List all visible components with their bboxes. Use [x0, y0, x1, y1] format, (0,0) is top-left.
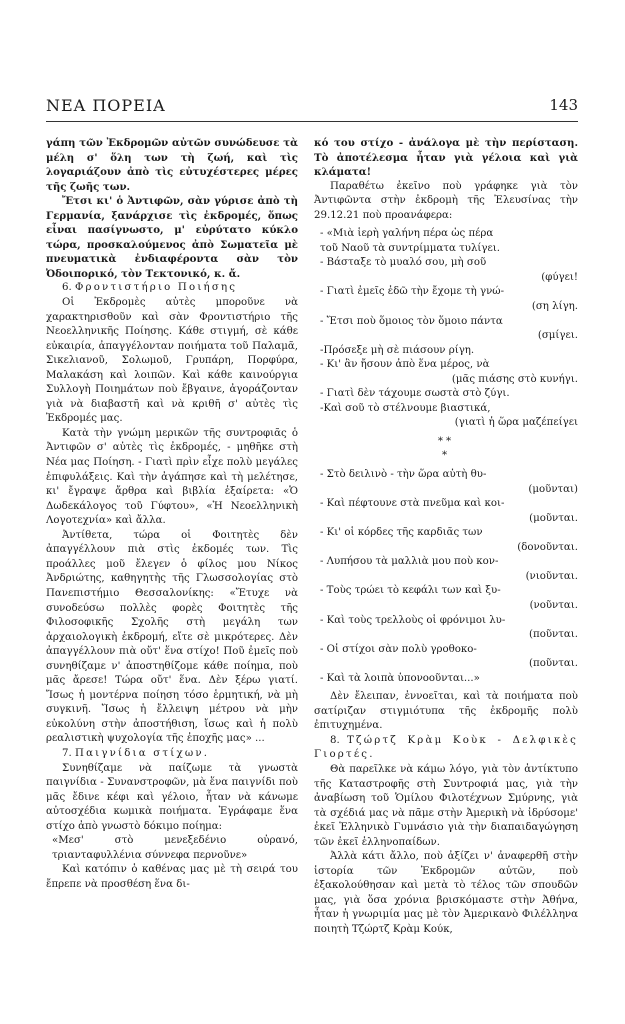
- paragraph: Θὰ παρεῖλκε νὰ κάμω λόγο, γιὰ τὸν ἀντίκτυπο τῆς Καταστροφῆς στὴ Συντροφιά μας, γιὰ τὴν ἀναβίωση τοῦ Ὁμίλου Φιλοτέχνων Σμύρνης, γιὰ τὰ σχέδιά μας νὰ πᾶμε στὴν Ἀμερικὴ νὰ ἱδρύσομε' ἐκεῖ Ἑλληνικὸ Γυμνάσιο γιὰ τὴν διαπαιδαγώγηση τῶν ἐκεῖ ἑλληνοπαίδων.: [314, 763, 578, 848]
- poem-line-continuation: (μοῦνται): [528, 483, 578, 495]
- poem-line: [314, 358, 578, 373]
- section-heading-7: [46, 747, 298, 762]
- right-column: [314, 136, 578, 938]
- paragraph: Οἱ Ἐκδρομὲς αὐτὲς μποροῦνε νὰ χαρακτηρισθοῦν καὶ σὰν Φροντιστήριο τῆς Νεοελληνικῆς Ποίησης. Κάθε στιγμή, σὲ κάθε εὐκαιρία, ἀπαγγέλονταν ποιήματα τοῦ Παλαμᾶ, Σικελιανοῦ, Σολωμοῦ, Γρυπάρη, Πορφύρα, Μαλακάση καὶ λοιπῶν. Καὶ κάθε καινούργια Συλλογὴ Ποιημάτων ποὺ ἔβγαινε, ἀγοράζονταν γιὰ νὰ διαβαστῆ καὶ νὰ κριθῆ σ' αὐτὲς τὶς Ἐκδρομές μας.: [46, 297, 298, 425]
- poem-line-continuation: (νοῦνται.: [529, 599, 578, 611]
- paragraph: Παραθέτω ἐκεῖνο ποὺ γράφηκε γιὰ τὸν Ἀντιφῶντα στὴν ἐκδρομὴ τῆς Ἐλευσίνας τὴν 29.12.21 ποὺ προανάφερα:: [314, 180, 578, 221]
- paragraph: Καὶ κατόπιν ὁ καθένας μας μὲ τὴ σειρά του ἔπρεπε νὰ προσθέση ἕνα δι-: [46, 864, 298, 890]
- poem-line: [314, 344, 578, 359]
- section-number: 8.: [330, 734, 340, 746]
- paragraph: Ἀλλὰ κάτι ἄλλο, ποὺ ἀξίζει ν' ἀναφερθῆ στὴν ἱστορία τῶν Ἐκδρομῶν αὐτῶν, ποὺ ἐξακολούθησαν καὶ μετὰ τὸ τέλος τῶν σπουδῶν μας, γιὰ ὅσα χρόνια βρισκόμαστε στὴν Ἀθήνα, ἦταν ἡ γνωριμία μας μὲ τὸν Ἀμερικανὸ Φιλέλληνα ποιητὴ Τζώρτζ Κρὰμ Κούκ,: [314, 851, 578, 935]
- journal-title: ΝΕΑ ΠΟΡΕΙΑ: [46, 96, 166, 115]
- poem-line: [314, 387, 578, 402]
- poem-block-1: [314, 227, 578, 431]
- poem-block-2: [314, 468, 578, 686]
- poem-line-text: - Γιατὶ δὲν τάχουμε σωστὰ στὸ ζύγι.: [320, 388, 510, 400]
- poem-line-text: - Λυπήσου τὰ μαλλιὰ μου ποὺ κον-: [320, 556, 499, 568]
- section-heading-6: [46, 281, 298, 296]
- section-title: Παιγνίδια στίχων.: [74, 747, 210, 759]
- poem-line-text: - Βάσταξε τὸ μυαλό σου, μὴ σοῦ: [320, 257, 487, 269]
- poem-line-continuation: (ποῦνται.: [529, 629, 578, 641]
- poem-line: [314, 242, 578, 257]
- poem-line: [314, 402, 578, 417]
- poem-line-text: - Ἔτσι ποὺ ὅμοιος τὸν ὅμοιο πάντα: [320, 315, 503, 327]
- poem-line-continuation: (μᾶς πιάσης στὸ κυνήγι.: [451, 373, 578, 385]
- poem-line-continuation: (μοῦνται.: [529, 512, 578, 524]
- poem-line-text: - Τοὺς τρώει τὸ κεφάλι των καὶ ξυ-: [320, 585, 501, 597]
- poem-line: [314, 285, 578, 300]
- poem-line-text: - Οἱ στίχοι σὰν πολὺ γροθοκο-: [320, 643, 477, 655]
- poem-line: [314, 227, 578, 242]
- paragraph: κό του στίχο - ἀνάλογα μὲ τὴν περίσταση. Τὸ ἀποτέλεσμα ἦταν γιὰ γέλοια καὶ γιὰ κλάματα!: [314, 137, 578, 179]
- section-title: Τζώρτζ Κρὰμ Κοὺκ - Δελφικὲς Γιορτές.: [314, 734, 578, 761]
- section-heading-8: [314, 734, 578, 763]
- poem-line-continuation: (ση λίγη.: [531, 301, 578, 313]
- poem-line-text: - «Μιὰ ἱερὴ γαλήνη πέρα ὡς πέρα: [320, 228, 494, 240]
- poem-line-text: - Κι' οἱ κόρδες τῆς καρδιᾶς των: [320, 527, 483, 539]
- poem-line-text: - Καὶ τὰ λοιπὰ ὑπονοοῦνται...»: [320, 672, 480, 684]
- poem-line-text: -Καὶ σοῦ τὸ στέλνουμε βιαστικά,: [320, 402, 491, 414]
- paragraph: Ἀντίθετα, τώρα οἱ Φοιτητὲς δὲν ἀπαγγέλλουν πιὰ στὶς ἐκδομές των. Τὶς προάλλες μοῦ ἔλεγεν ὁ φίλος μου Νίκος Ἀνδριώτης, καθηγητὴς τῆς Γλωσσολογίας στὸ Πανεπιστήμιο Θεσσαλονίκης: «Ἔτυχε νὰ συνοδεύσω πολλὲς φορὲς Φοιτητὲς τῆς Φιλοσοφικῆς Σχολῆς στὴ μεγάλη των ἀρχαιολογικὴ ἐκδρομή, εἴτε σὲ μικρότερες. Δὲν ἀπαγγέλλουν πιὰ οὔτ' ἕνα στίχο! Ποῦ ἐμεῖς ποὺ συνηθίζαμε ν' ἀποστηθίζομε κάθε ποίημα, ποὺ μᾶς ἄρεσε! Τώρα οὔτ' ἕνα. Δὲν ξέρω γιατί. Ἴσως ἡ μοντέρνα ποίηση τόσο ἑρμητική, νὰ μὴ συγκινῆ. Ἴσως ἡ ἔλλειψη μέτρου νὰ μὴν εὐκολύνη στὴν ἀποστήθιση, ἴσως καὶ ἡ πολὺ ρεαλιστικὴ ψυχολογία τῆς ἐποχῆς μας» ...: [46, 529, 298, 745]
- star-mark: **: [437, 435, 455, 447]
- section-stars: [314, 435, 578, 464]
- paragraph: Κατὰ τὴν γνώμη μερικῶν τῆς συντροφιᾶς ὁ Ἀντιφῶν σ' αὐτὲς τὶς ἐκδρομές, - μηθῆκε στὴ Νέα μας Ποίηση. - Γιατὶ πρὶν εἶχε πολὺ μεγάλες ἐπιφυλάξεις. Καὶ τὴν ἀγάπησε καὶ τὴ μελέτησε, κι' ἔγραψε ἄρθρα καὶ βιβλία ἐξαίρετα: «Ὁ Δωδεκάλογος τοῦ Γύφτου», «Ἡ Νεοελληνικὴ Λογοτεχνία» καὶ ἄλλα.: [46, 427, 298, 527]
- header-rule: [46, 121, 578, 122]
- poem-line: [314, 584, 578, 599]
- section-number: 6.: [62, 282, 72, 294]
- paragraph: γάπη τῶν Ἐκδρομῶν αὐτῶν συνώδευσε τὰ μέλη σ' ὅλη των τὴ ζωή, καὶ τὶς λογαριάζουν ἀπὸ τὶς εὐτυχέστερες μέρες τῆς ζωῆς των.: [46, 137, 298, 193]
- poem-line-text: τοῦ Ναοῦ τὰ συντρίμματα τυλίγει.: [320, 242, 501, 254]
- poem-line: [314, 643, 578, 658]
- star-mark: *: [441, 450, 451, 462]
- paragraph: Ἔτσι κι' ὁ Ἀντιφῶν, σὰν γύρισε ἀπὸ τὴ Γερμανία, ξανάρχισε τὶς ἐκδρομές, ὅπως εἶναι πασίγνωστο, μ' εὐρύτατο κύκλο τώρα, προσκαλούμενος ἀπὸ Σωματεῖα μὲ πνευματικὰ ἐνδιαφέροντα σὰν τὸν Ὀδοιπορικό, τὸν Τεκτονικό, κ. ἄ.: [46, 195, 298, 280]
- poem-line: [314, 614, 578, 629]
- poem-line-text: -Πρόσεξε μὴ σὲ πιάσουν ρίγη.: [320, 344, 475, 356]
- poem-line: [314, 256, 578, 271]
- left-column: [46, 136, 298, 892]
- poem-line: [314, 497, 578, 512]
- poem-line-continuation: (γιατὶ ἡ ὥρα μαζέπείγει: [454, 417, 578, 429]
- poem-line-text: - Κι' ἂν ἤσουν ἀπὸ ἕνα μέρος, νὰ: [320, 359, 490, 371]
- poem-line-continuation: (νιοῦνται.: [525, 570, 578, 582]
- paragraph: Δὲν ἔλειπαν, ἐννοεῖται, καὶ τὰ ποιήματα ποὺ σατίριζαν στιγμιότυπα τῆς ἐκδρομῆς πολὺ ἐπιτυχημένα.: [314, 691, 578, 732]
- poem-line: [314, 555, 578, 570]
- poem-line-text: - Καὶ τοὺς τρελλοὺς οἱ φρόνιμοι λυ-: [320, 614, 506, 626]
- section-number: 7.: [62, 747, 72, 759]
- poem-line-text: - Καὶ πέφτουνε στὰ πνεῦμα καὶ κοι-: [320, 498, 505, 510]
- poem-line: [314, 526, 578, 541]
- paragraph: Συνηθίζαμε νὰ παίζωμε τὰ γνωστὰ παιγνίδια - Συνανστροφῶν, μὰ ἕνα παιγνίδι ποὺ μᾶς ἔδινε κέφι καὶ γέλοιο, ἦταν νὰ κάνωμε αὐτοσχέδια κωμικὰ ποιήματα. Ἐγράφαμε ἕνα στίχο ἀπὸ γνωστὸ δόκιμο ποίημα:: [46, 762, 298, 832]
- poem-line: [314, 468, 578, 483]
- poem-line-text: - Γιατὶ ἐμεῖς ἐδῶ τὴν ἔχομε τὴ γνώ-: [320, 286, 505, 298]
- running-header: [46, 96, 578, 122]
- poem-line-continuation: (δονοῦνται.: [517, 541, 578, 553]
- page-number: 143: [549, 96, 578, 114]
- poem-line-continuation: (σμίγει.: [537, 330, 578, 342]
- poem-line: [314, 315, 578, 330]
- quoted-verse: «Μεσ' στὸ μενεξεδένιο οὐρανό, τριανταφυλλένια σύννεφα περνοῦνε»: [52, 835, 298, 861]
- poem-line-continuation: (φύγει!: [541, 271, 578, 283]
- poem-line-continuation: (ποῦνται.: [529, 658, 578, 670]
- poem-line-text: - Στὸ δειλινὸ - τὴν ὥρα αὐτὴ θυ-: [320, 469, 487, 481]
- section-title: Φροντιστήριο Ποιήσης: [74, 282, 238, 294]
- poem-line: [314, 672, 578, 687]
